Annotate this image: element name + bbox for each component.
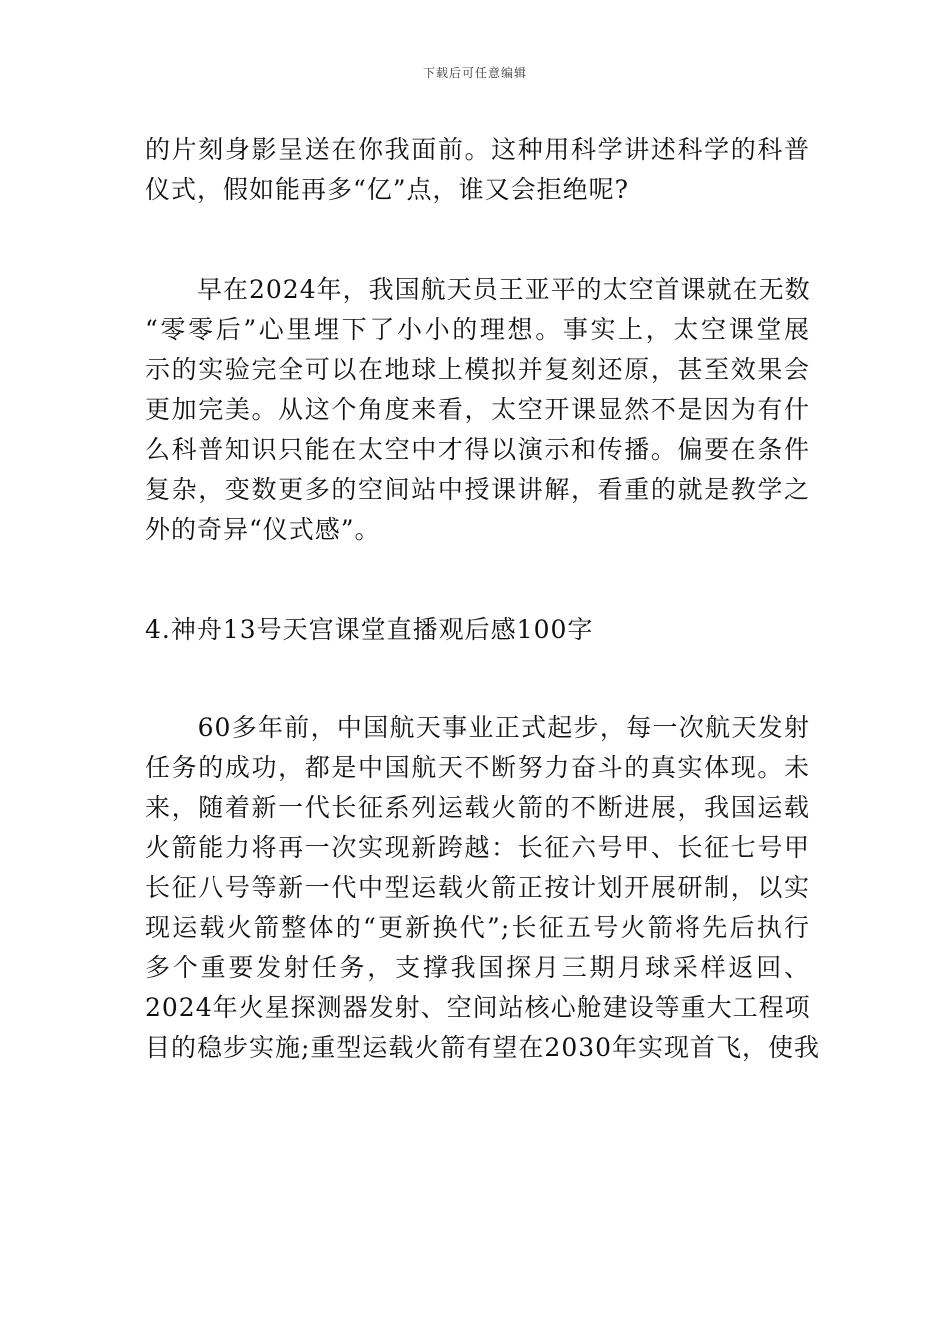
paragraph-spacer [145, 650, 810, 708]
paragraph-2 [145, 270, 810, 550]
text-line: 长征八号等新一代中型运载火箭正按计划开展研制，以实 [145, 873, 810, 902]
text-line: 目的稳步实施;重型运载火箭有望在2030年实现首飞，使我 [145, 1033, 821, 1062]
text-line: 火箭能力将再一次实现新跨越：长征六号甲、长征七号甲 [145, 833, 810, 862]
text-line: 复杂，变数更多的空间站中授课讲解，看重的就是教学之 [145, 475, 810, 504]
text-line: 的片刻身影呈送在你我面前。这种用科学讲述科学的科普 [145, 135, 810, 164]
paragraph-1 [145, 130, 810, 210]
paragraph-3 [145, 708, 821, 1068]
document-body [145, 130, 821, 1068]
text-line: 仪式，假如能再多“亿”点，谁又会拒绝呢? [145, 175, 629, 204]
text-line: 2024年火星探测器发射、空间站核心舱建设等重大工程项 [145, 993, 811, 1022]
text-line: 更加完美。从这个角度来看，太空开课显然不是因为有什 [145, 395, 810, 424]
text-line: “零零后”心里埋下了小小的理想。事实上，太空课堂展 [145, 315, 810, 344]
text-line: 外的奇异“仪式感”。 [145, 515, 381, 544]
text-line: 示的实验完全可以在地球上模拟并复刻还原，甚至效果会 [145, 355, 810, 384]
text-line: 任务的成功，都是中国航天不断努力奋斗的真实体现。未 [145, 753, 810, 782]
text-line: 60多年前，中国航天事业正式起步，每一次航天发射 [145, 713, 810, 742]
text-line: 来，随着新一代长征系列运载火箭的不断进展，我国运载 [145, 793, 810, 822]
text-line: 现运载火箭整体的“更新换代”;长征五号火箭将先后执行 [145, 913, 810, 942]
paragraph-spacer [145, 550, 810, 610]
text-line: 早在2024年，我国航天员王亚平的太空首课就在无数 [145, 275, 811, 304]
paragraph-spacer [145, 210, 810, 270]
text-line: 么科普知识只能在太空中才得以演示和传播。偏要在条件 [145, 435, 810, 464]
text-line: 多个重要发射任务，支撑我国探月三期月球采样返回、 [145, 953, 810, 982]
section-heading: 4.神舟13号天宫课堂直播观后感100字 [145, 615, 594, 644]
page-header-note: 下载后可任意编辑 [422, 66, 527, 80]
